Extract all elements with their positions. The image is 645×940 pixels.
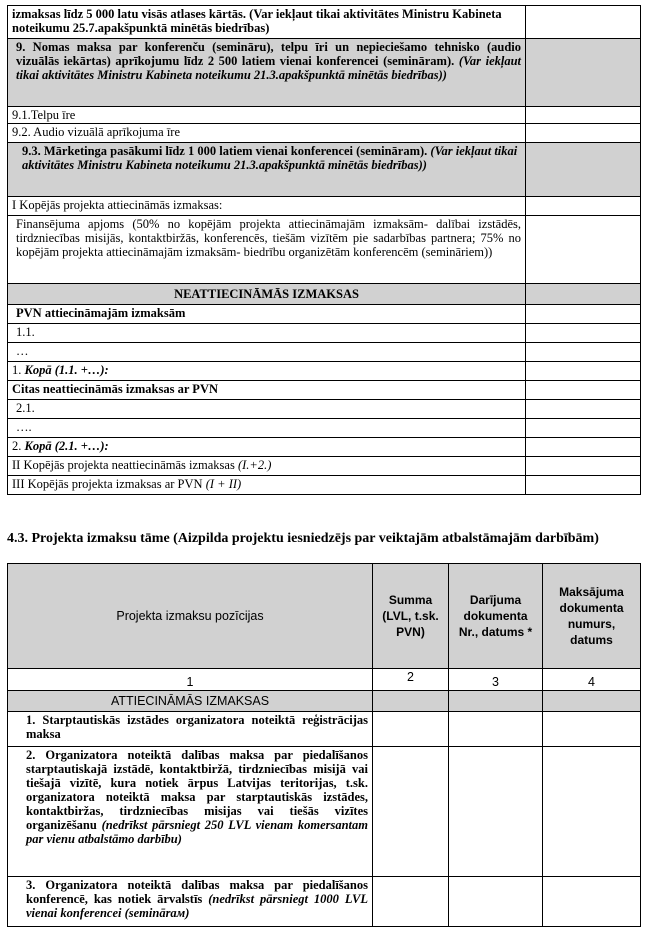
header-transaction-doc: Darījuma dokumenta Nr., datums *	[449, 564, 543, 669]
table-row	[8, 362, 641, 381]
amount-cell	[526, 216, 641, 284]
table-row	[8, 691, 641, 712]
table-row	[8, 143, 641, 197]
amount-cell	[526, 457, 641, 476]
amount-cell	[526, 419, 641, 438]
table-row	[8, 438, 641, 457]
amount-cell	[373, 877, 449, 927]
cost-row-9-3: 9.3. Mārketinga pasākumi līdz 1 000 latiem vienai konferencei (semināram). (Var iekļaut tikai aktivitātes Ministru Kabineta noteikumu 21.3.apakšpunktā minētās biedrības))	[8, 143, 526, 197]
doc-cell	[449, 747, 543, 877]
non-eligible-header: NEATTIECINĀMĀS IZMAKSAS	[8, 284, 526, 305]
amount-cell	[526, 284, 641, 305]
column-number-row	[8, 669, 641, 691]
column-number: 3	[449, 669, 543, 691]
amount-cell	[526, 305, 641, 324]
table-row	[8, 6, 641, 39]
amount-cell	[526, 400, 641, 419]
cost-row-intro: izmaksas līdz 5 000 latu visās atlases kārtās. (Var iekļaut tikai aktivitātes Ministru Kabineta noteikumu 25.7.apakšpunktā minētās biedrības)	[8, 6, 526, 39]
table-row	[8, 419, 641, 438]
table-row	[8, 712, 641, 747]
estimate-item-1: 1. Starptautiskās izstādes organizatora noteiktā reģistrācijas maksa	[8, 712, 373, 747]
table-row	[8, 877, 641, 927]
amount-cell	[526, 476, 641, 495]
amount-cell	[526, 197, 641, 216]
amount-cell	[526, 39, 641, 107]
table-row	[8, 400, 641, 419]
column-number: 2	[373, 669, 449, 691]
estimate-item-3: 3. Organizatora noteiktā dalības maksa par piedalīšanos konferencē, kas notiek ārvalstīs (nedrīkst pārsniegt 1000 LVL vienai konferencei (seminārам)	[8, 877, 373, 927]
table-row	[8, 747, 641, 877]
table-row	[8, 343, 641, 362]
amount-cell	[373, 747, 449, 877]
amount-cell	[373, 691, 449, 712]
estimate-item-2: 2. Organizatora noteiktā dalības maksa par piedalīšanos starptautiskajā izstādē, kontaktbiržā, tirdzniecības misijā vai tiešajā vizītē, kura notiek ārpus Latvijas teritorijas, t.sk. organizatora noteiktā maksa par starptautiskās izstādes, kontaktbiržas, tirdzniecības misijas vai tiešās vizītes organizēšanu (nedrīkst pārsniegt 250 LVL vienam komersantam par vienu atbalstāmo darbību)	[8, 747, 373, 877]
table-row	[8, 324, 641, 343]
doc-cell	[449, 691, 543, 712]
total-eligible-row: I Kopējās projekta attiecināmās izmaksas:	[8, 197, 526, 216]
header-payment-doc: Maksājuma dokumenta numurs, datums	[543, 564, 641, 669]
total-non-eligible-row: II Kopējās projekta neattiecināmās izmaksas (I.+2.)	[8, 457, 526, 476]
table-header-row	[8, 564, 641, 669]
doc-cell	[543, 712, 641, 747]
amount-cell	[526, 124, 641, 143]
table-row	[8, 305, 641, 324]
column-number: 1	[8, 669, 373, 691]
table-row	[8, 457, 641, 476]
cost-row-ellipsis: …	[8, 343, 526, 362]
total-with-vat-row: III Kopējās projekta izmaksas ar PVN (I + II)	[8, 476, 526, 495]
table-row	[8, 39, 641, 107]
table-row	[8, 197, 641, 216]
cost-row-2-1: 2.1.	[8, 400, 526, 419]
subtotal-1-row: 1. Kopā (1.1. +…):	[8, 362, 526, 381]
header-sum: Summa (LVL, t.sk. PVN)	[373, 564, 449, 669]
subtotal-2-row: 2. Kopā (2.1. +…):	[8, 438, 526, 457]
amount-cell	[526, 143, 641, 197]
doc-cell	[449, 712, 543, 747]
doc-cell	[543, 877, 641, 927]
table-row	[8, 284, 641, 305]
section-title: 4.3. Projekta izmaksu tāme (Aizpilda projektu iesniedzējs par veiktajām atbalstāmajām darbībām)	[7, 531, 599, 546]
column-number: 4	[543, 669, 641, 691]
amount-cell	[526, 6, 641, 39]
vat-eligible-row: PVN attiecināmajām izmaksām	[8, 305, 526, 324]
table-row	[8, 381, 641, 400]
cost-row-ellipsis: ….	[8, 419, 526, 438]
header-positions: Projekta izmaksu pozīcijas	[8, 564, 373, 669]
doc-cell	[543, 691, 641, 712]
cost-estimate-table	[7, 563, 641, 927]
financing-row: Finansējuma apjoms (50% no kopējām projekta attiecināmajām izmaksām- dalībai izstādēs, tirdzniecības misijās, kontaktbiržās, konferencēs, tiešām vizītēm pie sadarbības partnera; 75% no kopējām projekta attiecināmajām izmaksām- biedrību organizētām konferencēm (semināriem))	[8, 216, 526, 284]
amount-cell	[526, 381, 641, 400]
table-row	[8, 107, 641, 124]
other-non-eligible-row: Citas neattiecināmās izmaksas ar PVN	[8, 381, 526, 400]
doc-cell	[449, 877, 543, 927]
table-row	[8, 124, 641, 143]
amount-cell	[526, 324, 641, 343]
eligible-costs-header: ATTIECINĀMĀS IZMAKSAS	[8, 691, 373, 712]
amount-cell	[526, 438, 641, 457]
doc-cell	[543, 747, 641, 877]
table-row	[8, 216, 641, 284]
amount-cell	[526, 362, 641, 381]
table-row	[8, 476, 641, 495]
cost-row-9: 9. Nomas maksa par konferenču (semināru), telpu īri un nepieciešamo tehnisko (audio vizuālās iekārtas) aprīkojumu līdz 2 500 latiem vienai konferencei (semināram). (Var iekļaut tikai aktivitātes Ministru Kabineta noteikumu 21.3.apakšpunktā minētās biedrības))	[8, 39, 526, 107]
upper-cost-table	[7, 5, 641, 495]
amount-cell	[526, 343, 641, 362]
cost-row-9-2: 9.2. Audio vizuālā aprīkojuma īre	[8, 124, 526, 143]
cost-row-1-1: 1.1.	[8, 324, 526, 343]
amount-cell	[526, 107, 641, 124]
amount-cell	[373, 712, 449, 747]
cost-row-9-1: 9.1.Telpu īre	[8, 107, 526, 124]
